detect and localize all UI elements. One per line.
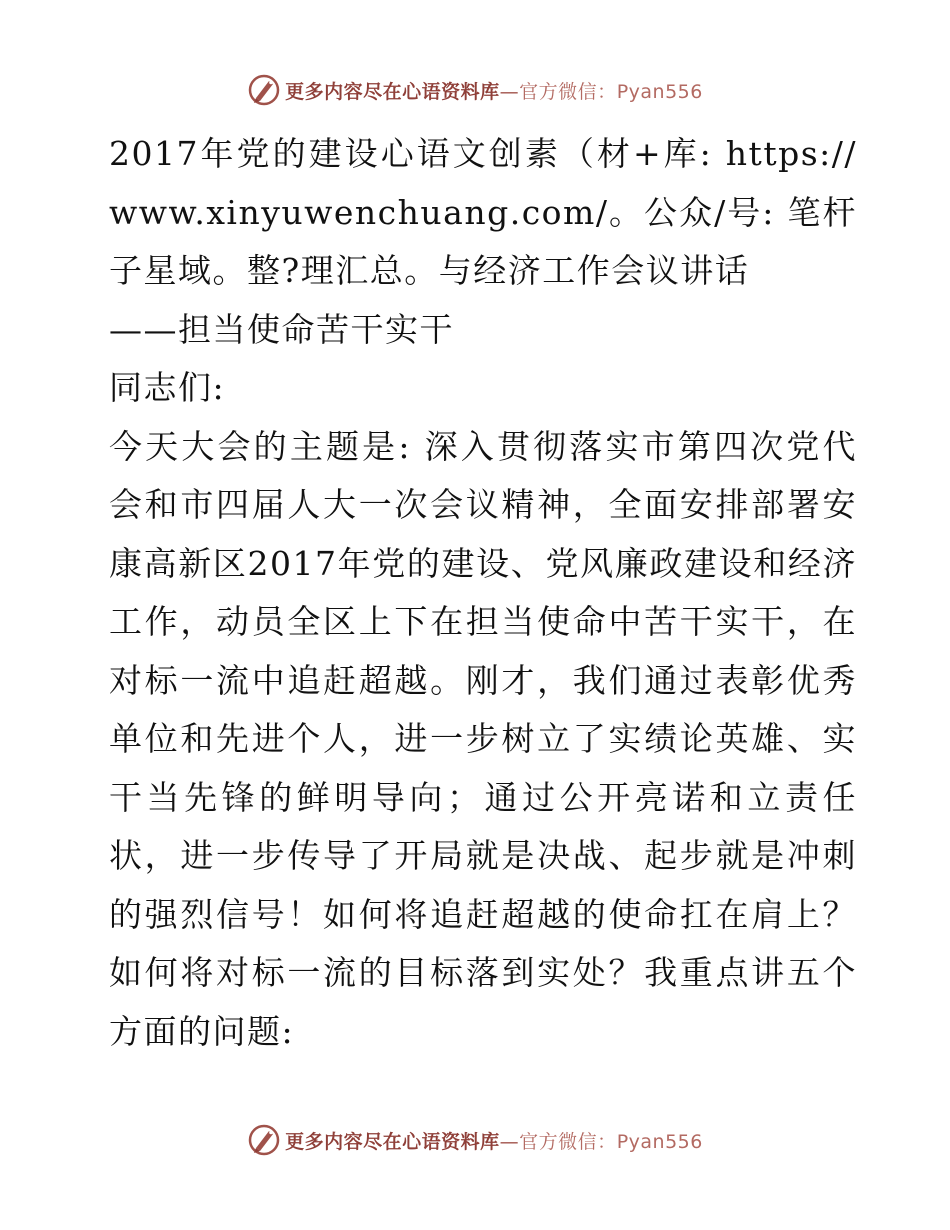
banner-text	[285, 1127, 703, 1154]
banner-wechat-label: 官方微信：	[519, 1130, 617, 1153]
banner-main-text: 更多内容尽在心语资料库	[285, 1130, 500, 1153]
header-banner	[0, 70, 950, 110]
pen-logo-icon	[247, 73, 281, 107]
banner-wechat-id: Pyan556	[616, 80, 703, 103]
document-subtitle: ——担当使命苦干实干	[109, 309, 454, 349]
banner-separator: —	[499, 1130, 520, 1153]
document-title: 2017年党的建设心语文创素（材+库: https://www.xinyuwenchuang.com/。公众/号: 笔杆子星域。整?理汇总。与经济工作会议讲话	[109, 134, 857, 290]
body-paragraph: 今天大会的主题是: 深入贯彻落实市第四次党代会和市四届人大一次会议精神，全面安排部署安康高新区2017年党的建设、党风廉政建设和经济工作，动员全区上下在担当使命中苦干实干，在对标一流中追赶超越。刚才，我们通过表彰优秀单位和先进个人，进一步树立了实绩论英雄、实干当先锋的鲜明导向；通过公开亮诺和立责任状，进一步传导了开局就是决战、起步就是冲刺的强烈信号！如何将追赶超越的使命扛在肩上？如何将对标一流的目标落到实处？我重点讲五个方面的问题:	[109, 426, 857, 1051]
salutation: 同志们:	[109, 368, 226, 407]
pen-logo-icon	[247, 1123, 281, 1157]
footer-banner	[0, 1120, 950, 1160]
banner-main-text: 更多内容尽在心语资料库	[285, 80, 500, 103]
banner-wechat-label: 官方微信：	[519, 80, 617, 103]
document-content	[97, 125, 857, 1061]
banner-wechat-id: Pyan556	[616, 1130, 703, 1153]
banner-text	[285, 77, 703, 104]
banner-separator: —	[499, 80, 520, 103]
